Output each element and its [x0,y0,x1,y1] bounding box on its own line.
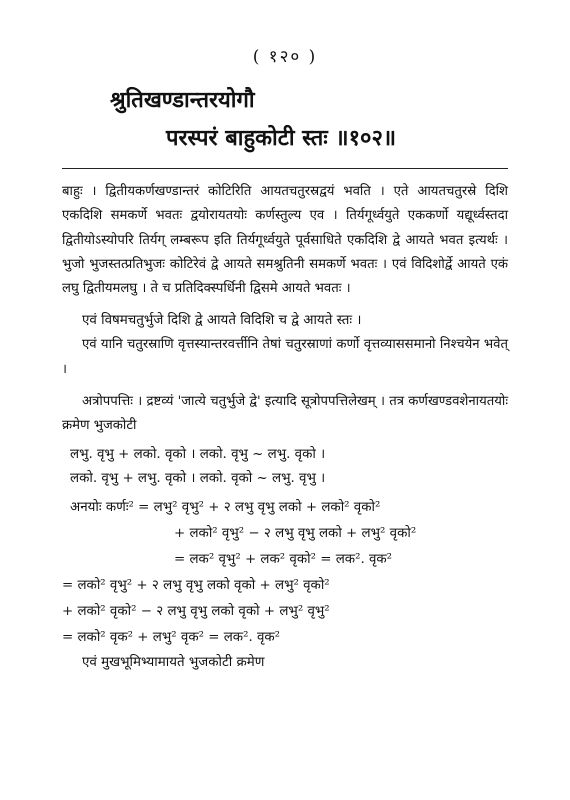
page-number: ( १२० ) [252,47,318,67]
relation-line: लभु. वृभु + लको. वृको । लको. वृभु ~ लभु. वृको । [70,446,326,462]
paragraph-4: अत्रोपपत्तिः । द्रष्टव्यं 'जात्ये चतुर्भुजे द्वे' इत्यादि सूत्रोपपत्तिलेखम् । तत्र कर्णखण्डवशेनायतयोः क्रमेण भुजकोटी [62,394,508,434]
commentary-body [62,180,508,675]
verse-heading [110,84,396,152]
equation-line: + लको² वृभु² − २ लभु वृभु लको + लभु² वृको² [174,525,417,541]
paragraph-3: एवं यानि चतुरस्राणि वृत्तस्यान्तरवर्त्तीनि तेषां चतुरस्राणां कर्णो वृत्तव्याससमानो निश्चयेन भवेत् । [62,337,508,377]
equation-line: अनयोः कर्णः² = लभु² वृभु² + २ लभु वृभु लको + लको² वृको² [70,499,381,515]
relation-line: लको. वृभु + लभु. वृको । लको. वृको ~ लभु. वृभु । [70,470,326,486]
equation-line: = लक² वृभु² + लक² वृको² = लक². वृक² [174,551,393,567]
horizontal-rule [62,168,508,169]
closing-line: एवं मुखभूमिभ्यामायते भुजकोटी क्रमेण [82,654,265,670]
paragraph-1: बाहुः । द्वितीयकर्णखण्डान्तरं कोटिरिति आयतचतुरस्रद्वयं भवति । एते आयतचतुरस्रे दिशि एकदिशि समकर्णे भवतः द्वयोरायतयोः कर्णस्तुल्य एव । तिर्यगूर्ध्वयुते एककर्णो यद्यूर्ध्वस्तदा द्वितीयोऽस्योपरि तिर्यग् लम्बरूप इति तिर्यगूर्ध्वयुते पूर्वसाधिते एकदिशि द्वे आयते भवत इत्यर्थः । भुजो भुजस्तत्प्रतिभुजः कोटिरेवं द्वे आयते समश्रुतिनी समकर्णे भवतः । एवं विदिशोर्द्वे आयते एकं लघु द्वितीयमलघु । ते च प्रतिदिक्स्पर्धिनी द्विसमे आयते भवतः । [62,184,508,297]
equation-line: = लको² वृभु² + २ लभु वृभु लको वृको + लभु² वृको² [62,577,330,593]
equations-block [62,495,508,651]
paragraph-2: एवं विषमचतुर्भुजे दिशि द्वे आयते विदिशि च द्वे आयते स्तः । [82,313,362,329]
verse-line-1: श्रुतिखण्डान्तरयोगौ [110,87,255,113]
equation-line: = लको² वृक² + लभु² वृक² = लक². वृक² [62,629,281,645]
equation-line: + लको² वृको² − २ लभु वृभु लको वृको + लभु² वृभु² [62,603,330,619]
verse-line-2: परस्परं बाहुकोटी स्तः ॥१०२॥ [166,125,397,151]
relations-block [62,443,508,491]
